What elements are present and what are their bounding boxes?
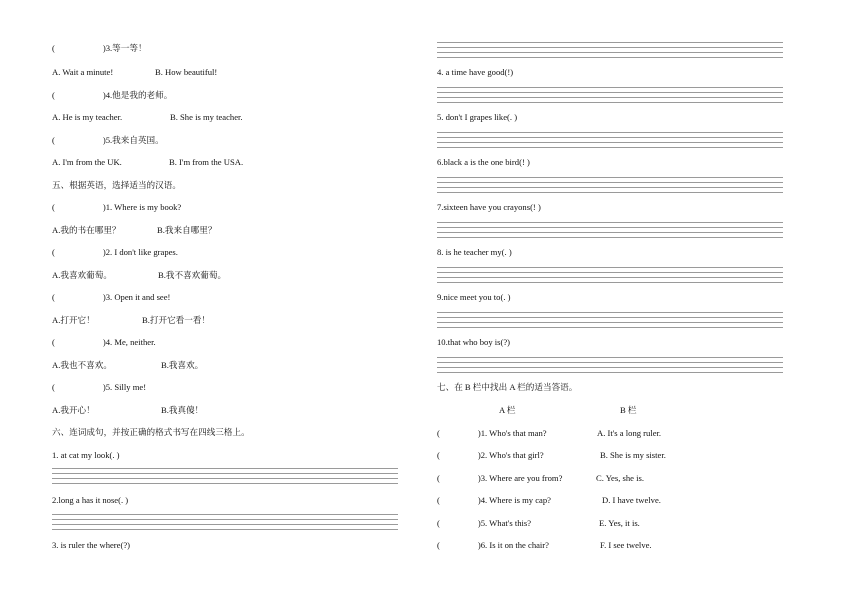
answer-bracket: ( [52,292,55,302]
option-a: A.我也不喜欢。 [52,360,112,370]
match-item [437,450,666,461]
answer-bracket: ( [52,382,55,392]
question-item [52,90,172,101]
answer-bracket: ( [437,495,440,505]
option-b: B. She is my teacher. [170,112,243,122]
match-question: )1. Who's that man? [477,428,547,438]
option-row [52,315,211,326]
question-text: )2. I don't like grapes. [102,247,178,257]
question-text: )5. Silly me! [102,382,147,392]
four-line-grid[interactable] [52,468,398,483]
match-item [437,495,661,506]
column-b-header: B 栏 [620,405,637,415]
sentence-prompt: 6.black a is the one bird(! ) [437,157,530,167]
option-a: A. I'm from the UK. [52,157,122,167]
option-row [52,67,218,78]
answer-bracket: ( [437,428,440,438]
section-title: 五、根据英语，选择适当的汉语。 [52,180,181,190]
option-a: A. He is my teacher. [52,112,123,122]
column-a-header: A 栏 [499,405,516,415]
option-b: B.打开它看一看！ [142,315,211,325]
sentence-prompt: 10.that who boy is(?) [437,337,511,347]
four-line-grid[interactable] [437,312,783,327]
match-question: )2. Who's that girl? [477,450,544,460]
sentence-prompt: 5. don't I grapes like(. ) [437,112,518,122]
match-question: )5. What's this? [477,518,532,528]
option-row [52,112,243,123]
four-line-grid[interactable] [437,357,783,372]
four-line-grid[interactable] [437,177,783,192]
question-item [52,337,156,348]
option-b: B. I'm from the USA. [169,157,244,167]
sentence-prompt: 9.nice meet you to(. ) [437,292,511,302]
four-line-grid[interactable] [437,132,783,147]
option-b: B.我喜欢。 [161,360,204,370]
option-row [52,157,244,168]
answer-bracket: ( [52,43,55,53]
sentence-prompt: 4. a time have good(!) [437,67,514,77]
four-line-grid[interactable] [437,42,783,57]
match-answer: E. Yes, it is. [599,518,640,528]
sentence-prompt: 7.sixteen have you crayons(! ) [437,202,541,212]
match-item [437,473,644,484]
option-row [52,225,217,236]
section-title: 七、在 B 栏中找出 A 栏的适当答语。 [437,382,578,392]
question-text: )4. Me, neither. [102,337,156,347]
option-a: A. Wait a minute! [52,67,114,77]
answer-bracket: ( [52,202,55,212]
match-item [437,428,662,439]
match-item [437,540,652,551]
answer-bracket: ( [52,135,55,145]
question-item [52,247,178,258]
question-text: )5.我来自英国。 [102,135,164,145]
four-line-grid[interactable] [437,87,783,102]
option-a: A.我喜欢葡萄。 [52,270,112,280]
sentence-prompt: 8. is he teacher my(. ) [437,247,512,257]
match-question: )6. Is it on the chair? [477,540,549,550]
answer-bracket: ( [52,337,55,347]
question-item [52,135,164,146]
option-a: A.我的书在哪里？ [52,225,121,235]
option-row [52,405,204,416]
sentence-prompt: 1. at cat my look(. ) [52,450,120,460]
match-question: )3. Where are you from? [477,473,563,483]
option-b: B.我真傻！ [161,405,204,415]
four-line-grid[interactable] [52,514,398,529]
answer-bracket: ( [437,518,440,528]
question-item [52,382,146,393]
match-question: )4. Where is my cap? [477,495,551,505]
answer-bracket: ( [52,247,55,257]
four-line-grid[interactable] [437,222,783,237]
option-a: A.我开心！ [52,405,95,415]
answer-bracket: ( [52,90,55,100]
option-b: B. How beautiful! [155,67,218,77]
option-row [52,270,227,281]
question-text: )4.他是我的老师。 [102,90,173,100]
section-title: 六、连词成句，并按正确的格式书写在四线三格上。 [52,427,250,437]
question-item [52,202,181,213]
match-answer: F. I see twelve. [600,540,652,550]
question-item [52,292,170,303]
option-a: A.打开它！ [52,315,95,325]
match-answer: A. It's a long ruler. [597,428,662,438]
answer-bracket: ( [437,450,440,460]
answer-bracket: ( [437,473,440,483]
question-text: )3.等一等！ [102,43,147,53]
match-answer: B. She is my sister. [600,450,666,460]
sentence-prompt: 3. is ruler the where(?) [52,540,131,550]
match-answer: C. Yes, she is. [596,473,644,483]
question-text: )1. Where is my book? [102,202,182,212]
question-text: )3. Open it and see! [102,292,171,302]
option-b: B.我来自哪里？ [157,225,217,235]
option-b: B.我不喜欢葡萄。 [158,270,227,280]
match-item [437,518,640,529]
question-item [52,43,147,54]
option-row [52,360,204,371]
match-answer: D. I have twelve. [602,495,661,505]
four-line-grid[interactable] [437,267,783,282]
sentence-prompt: 2.long a has it nose(. ) [52,495,129,505]
answer-bracket: ( [437,540,440,550]
